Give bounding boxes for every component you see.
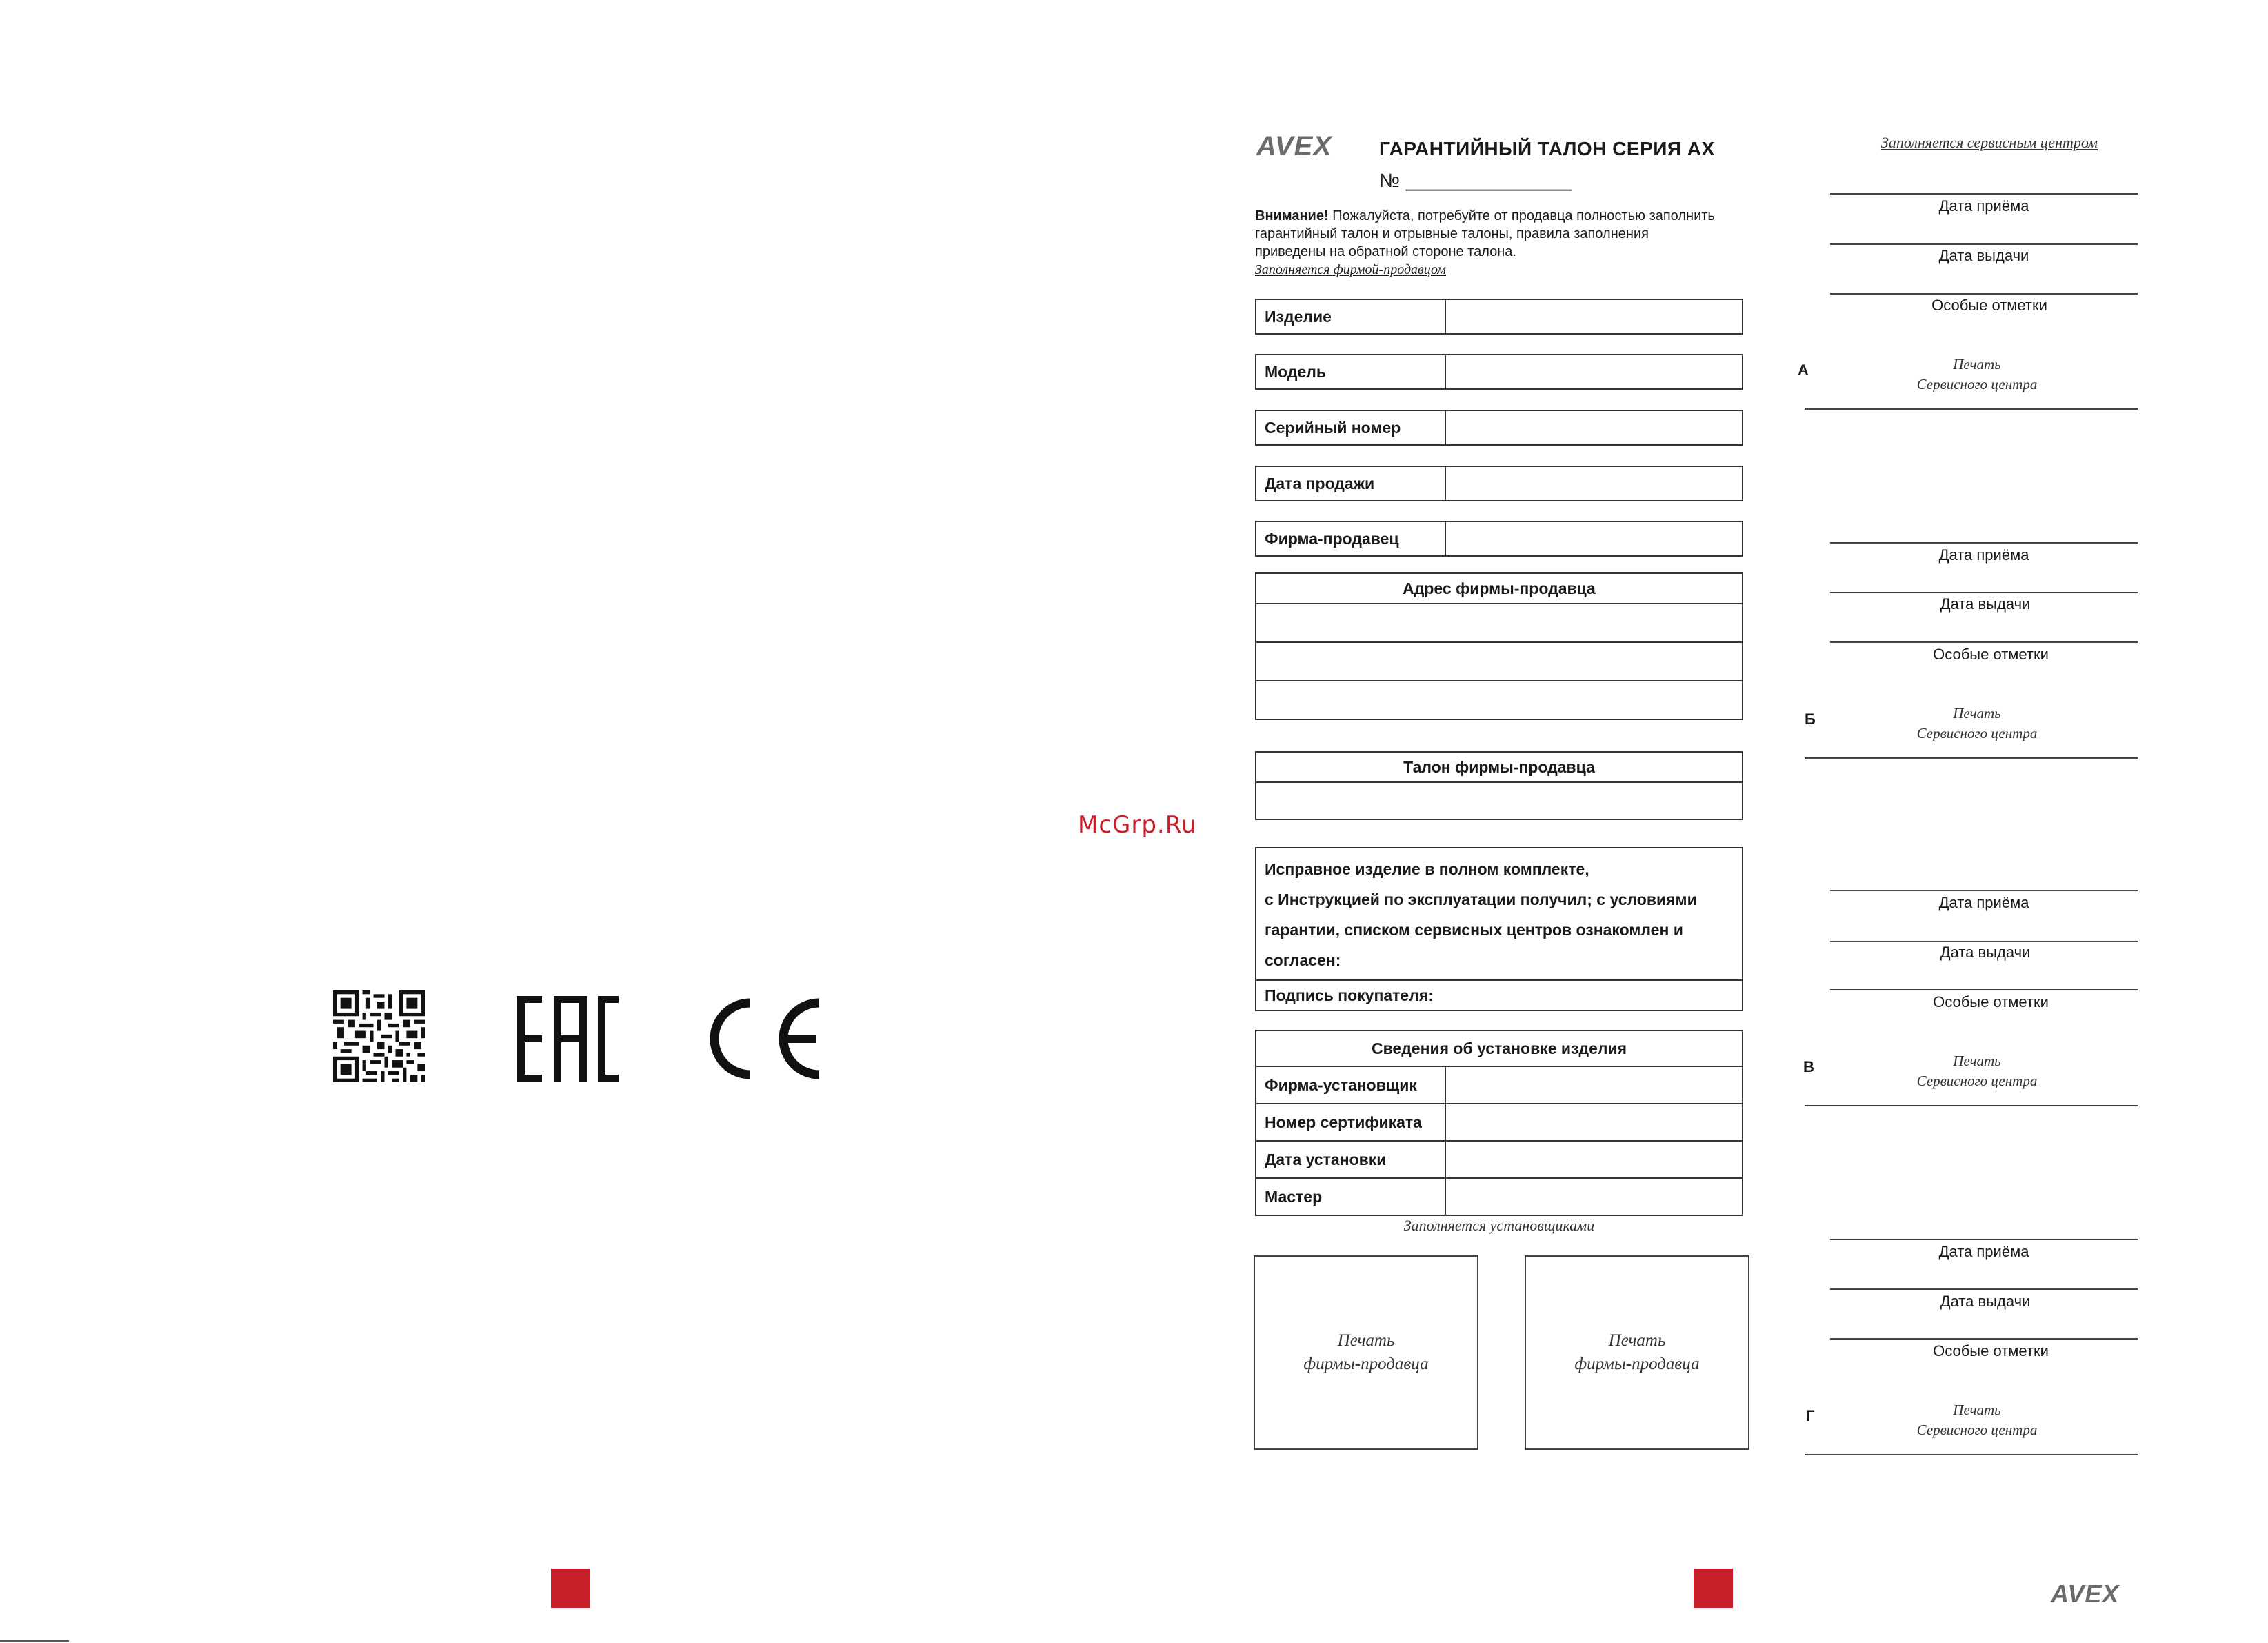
certificate-value[interactable] bbox=[1446, 1104, 1742, 1140]
notice-bold: Внимание! bbox=[1255, 208, 1329, 223]
issued-label: Дата выдачи bbox=[1940, 595, 2031, 613]
rule bbox=[1830, 193, 2138, 195]
watermark: McGrp.Ru bbox=[1078, 811, 1197, 839]
rule bbox=[1830, 989, 2138, 990]
service-stamp-line1: Печать bbox=[1953, 705, 2001, 721]
model-label: Модель bbox=[1256, 355, 1446, 388]
consent-line2: с Инструкцией по эксплуатации получил; с условиями bbox=[1265, 890, 1697, 908]
install-date-value[interactable] bbox=[1446, 1142, 1742, 1177]
received-label: Дата приёма bbox=[1938, 546, 2029, 564]
seller-stamp-line1: Печать bbox=[1608, 1331, 1666, 1350]
page-title: ГАРАНТИЙНЫЙ ТАЛОН СЕРИЯ АХ bbox=[1379, 138, 1715, 159]
rule bbox=[1805, 1105, 2138, 1106]
sale-date-value[interactable] bbox=[1446, 467, 1742, 500]
page-marker-left bbox=[551, 1569, 590, 1608]
coupon-header: Талон фирмы-продавца bbox=[1256, 753, 1742, 783]
special-label: Особые отметки bbox=[1933, 1342, 2049, 1360]
installer-label: Фирма-установщик bbox=[1256, 1067, 1446, 1103]
service-stamp-line1: Печать bbox=[1953, 1053, 2001, 1069]
ce-mark-icon bbox=[709, 997, 825, 1080]
installation-row[interactable] bbox=[1256, 1179, 1742, 1215]
serial-field[interactable] bbox=[1255, 410, 1743, 446]
service-stamp-line1: Печать bbox=[1953, 1402, 2001, 1418]
rule bbox=[1805, 1454, 2138, 1455]
special-label: Особые отметки bbox=[1931, 297, 2047, 314]
service-stamp-line2: Сервисного центра bbox=[1916, 1073, 2038, 1089]
rule bbox=[1805, 408, 2138, 410]
bottom-rule-left bbox=[0, 1640, 69, 1642]
notice-line2: гарантийный талон и отрывные талоны, правила заполнения bbox=[1255, 226, 1649, 241]
rule bbox=[1830, 542, 2138, 544]
address-row[interactable] bbox=[1256, 681, 1742, 719]
service-stamp bbox=[1823, 1400, 2131, 1440]
installation-header: Сведения об установке изделия bbox=[1256, 1031, 1742, 1067]
rule bbox=[1830, 890, 2138, 891]
received-label: Дата приёма bbox=[1938, 1243, 2029, 1260]
consent-line1: Исправное изделие в полном комплекте, bbox=[1265, 860, 1589, 878]
installation-row[interactable] bbox=[1256, 1142, 1742, 1179]
service-stamp-line2: Сервисного центра bbox=[1916, 376, 2038, 392]
serial-label: Серийный номер bbox=[1256, 411, 1446, 444]
address-row[interactable] bbox=[1256, 604, 1742, 643]
special-label: Особые отметки bbox=[1933, 993, 2049, 1010]
installation-table bbox=[1255, 1030, 1743, 1216]
service-stamp-line2: Сервисного центра bbox=[1916, 1422, 2038, 1438]
card-number: № _______________ bbox=[1379, 170, 1572, 191]
seller-stamp-box bbox=[1254, 1255, 1478, 1450]
service-stamp bbox=[1823, 1051, 2131, 1091]
installer-value[interactable] bbox=[1446, 1067, 1742, 1103]
special-label: Особые отметки bbox=[1933, 646, 2049, 663]
received-label: Дата приёма bbox=[1938, 197, 2029, 215]
seller-stamp-line2: фирмы-продавца bbox=[1303, 1355, 1429, 1373]
rule bbox=[1830, 1338, 2138, 1340]
consent-box bbox=[1255, 847, 1743, 1011]
installation-row[interactable] bbox=[1256, 1104, 1742, 1142]
fill-by-service: Заполняется сервисным центром bbox=[1880, 134, 2098, 151]
signature-row[interactable] bbox=[1256, 981, 1742, 1010]
rule bbox=[1830, 243, 2138, 245]
notice-line1: Пожалуйста, потребуйте от продавца полностью заполнить bbox=[1328, 208, 1715, 223]
rule bbox=[1830, 592, 2138, 593]
coupon-letter: Б bbox=[1805, 710, 1816, 728]
sale-date-field[interactable] bbox=[1255, 466, 1743, 501]
rule bbox=[1830, 941, 2138, 942]
address-header: Адрес фирмы-продавца bbox=[1256, 574, 1742, 604]
seller-stamp-box bbox=[1525, 1255, 1749, 1450]
notice bbox=[1255, 207, 1752, 279]
seller-label: Фирма-продавец bbox=[1256, 522, 1446, 555]
rule bbox=[1830, 1239, 2138, 1240]
sale-date-label: Дата продажи bbox=[1256, 467, 1446, 500]
model-value[interactable] bbox=[1446, 355, 1742, 388]
service-stamp-line2: Сервисного центра bbox=[1916, 725, 2038, 741]
service-stamp bbox=[1823, 355, 2131, 395]
product-value[interactable] bbox=[1446, 300, 1742, 333]
address-table bbox=[1255, 572, 1743, 720]
seller-stamp-line2: фирмы-продавца bbox=[1574, 1355, 1700, 1373]
seller-field[interactable] bbox=[1255, 521, 1743, 557]
brand-logo-footer: AVEX bbox=[2051, 1580, 2120, 1608]
install-date-label: Дата установки bbox=[1256, 1142, 1446, 1177]
brand-logo: AVEX bbox=[1256, 131, 1332, 161]
address-row[interactable] bbox=[1256, 643, 1742, 681]
page-marker-right bbox=[1694, 1569, 1733, 1608]
eac-mark-icon bbox=[517, 996, 619, 1082]
product-label: Изделие bbox=[1256, 300, 1446, 333]
master-label: Мастер bbox=[1256, 1179, 1446, 1215]
issued-label: Дата выдачи bbox=[1938, 247, 2029, 264]
consent-line4: согласен: bbox=[1265, 951, 1341, 969]
notice-line3: приведены на обратной стороне талона. bbox=[1255, 244, 1516, 259]
model-field[interactable] bbox=[1255, 354, 1743, 390]
coupon-row[interactable] bbox=[1256, 783, 1742, 819]
issued-label: Дата выдачи bbox=[1940, 1293, 2031, 1310]
issued-label: Дата выдачи bbox=[1940, 944, 2031, 961]
fill-by-installers: Заполняется установщиками bbox=[1403, 1217, 1595, 1234]
coupon-letter: А bbox=[1798, 361, 1809, 379]
service-stamp bbox=[1823, 704, 2131, 744]
coupon-letter: Г bbox=[1806, 1407, 1815, 1424]
coupon-table bbox=[1255, 751, 1743, 820]
qr-code-icon bbox=[333, 990, 425, 1082]
signature-label: Подпись покупателя: bbox=[1265, 986, 1434, 1004]
serial-value[interactable] bbox=[1446, 411, 1742, 444]
fill-by-seller: Заполняется фирмой-продавцом bbox=[1255, 262, 1446, 277]
consent-line3: гарантии, списком сервисных центров ознакомлен и bbox=[1265, 921, 1683, 939]
rule bbox=[1830, 1288, 2138, 1290]
rule bbox=[1805, 757, 2138, 759]
certificate-label: Номер сертификата bbox=[1256, 1104, 1446, 1140]
received-label: Дата приёма bbox=[1938, 894, 2029, 911]
master-value[interactable] bbox=[1446, 1179, 1742, 1215]
coupon-letter: В bbox=[1803, 1058, 1814, 1075]
seller-stamp-line1: Печать bbox=[1337, 1331, 1395, 1350]
product-field[interactable] bbox=[1255, 299, 1743, 335]
installation-row[interactable] bbox=[1256, 1067, 1742, 1104]
rule bbox=[1830, 293, 2138, 295]
service-stamp-line1: Печать bbox=[1953, 356, 2001, 372]
rule bbox=[1830, 641, 2138, 643]
seller-value[interactable] bbox=[1446, 522, 1742, 555]
